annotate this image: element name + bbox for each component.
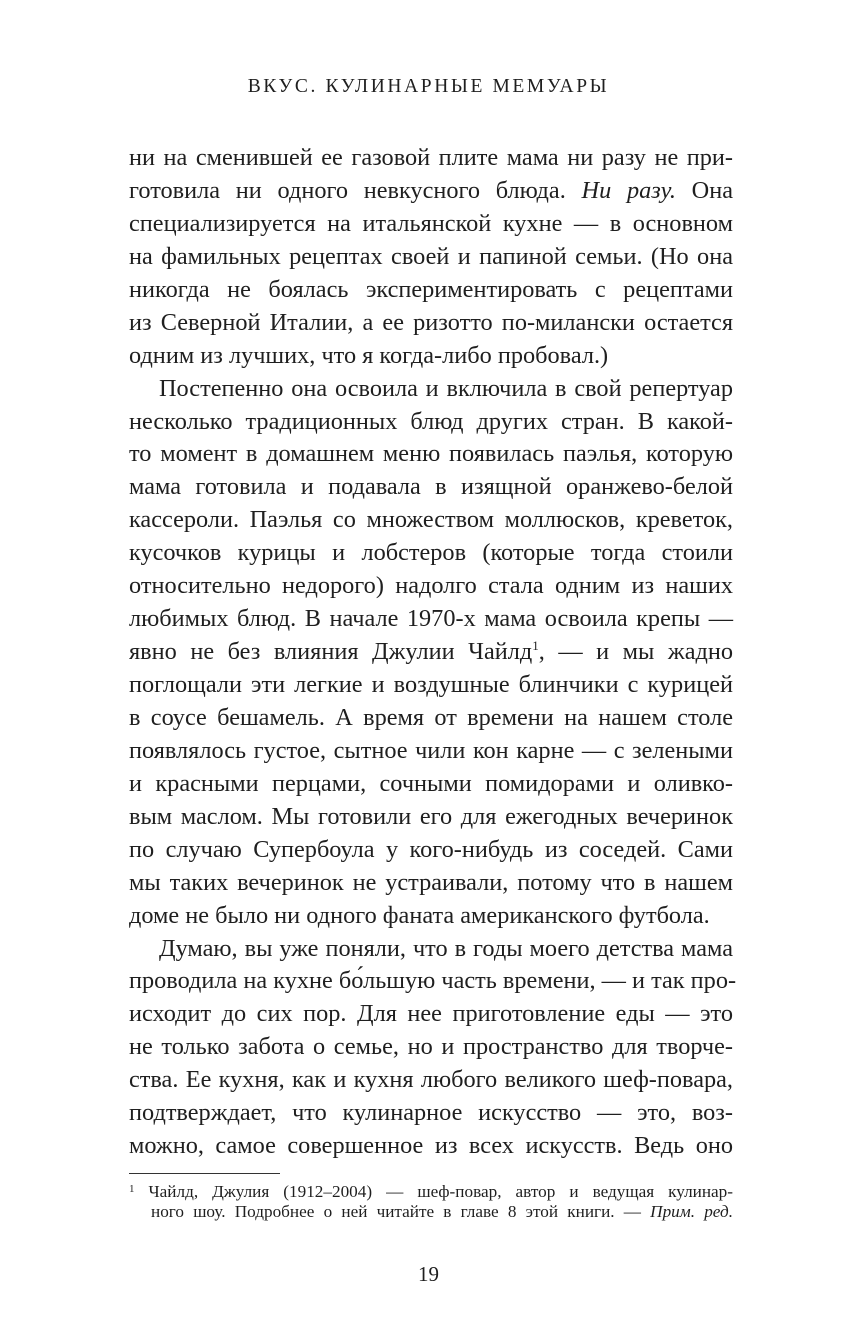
footnote-line — [129, 1201, 733, 1224]
text-run: , — и мы жадно — [538, 638, 733, 666]
text-line: относительно недорого) надолго стала одним из наших — [129, 572, 733, 600]
text-line: то момент в домашнем меню появилась паэлья, которую — [129, 440, 733, 468]
footnote-reference[interactable]: 1 — [532, 638, 539, 654]
footnote-divider — [129, 1173, 280, 1174]
text-line — [129, 636, 733, 669]
text-line: и красными перцами, сочными помидорами и оливко- — [129, 769, 733, 797]
text-line: исходит до сих пор. Для нее приготовление еды — это — [129, 1000, 733, 1028]
text-line: ства. Ее кухня, как и кухня любого великого шеф-повара, — [129, 1066, 733, 1094]
text-line: одним из лучших, что я когда-либо пробовал.) — [129, 341, 609, 369]
text-line: любимых блюд. В начале 1970-х мама освоила крепы — — [129, 605, 733, 633]
text-line: кассероли. Паэлья со множеством моллюсков, креветок, — [129, 506, 733, 534]
text-line: мама готовила и подавала в изящной оранжево-белой — [129, 473, 733, 501]
text-line: подтверждает, что кулинарное искусство — это, воз- — [129, 1099, 733, 1127]
text-run: готовила ни одного невкусного блюда. — [129, 176, 566, 204]
text-line: кусочков курицы и лобстеров (которые тогда стоили — [129, 539, 733, 567]
footnote-number: 1 — [129, 1183, 135, 1195]
text-line: специализируется на итальянской кухне — в основном — [129, 209, 733, 237]
paragraph-first-line: Думаю, вы уже поняли, что в годы моего детства мама — [159, 934, 733, 962]
text-run: явно не без влияния Джулии Чайлд — [129, 638, 533, 666]
footnote-text: Чайлд, Джулия (1912–2004) — шеф-повар, автор и ведущая кулинар- — [148, 1182, 733, 1201]
editor-note: Прим. ред. — [650, 1201, 734, 1221]
text-line: на фамильных рецептах своей и папиной семьи. (Но она — [129, 242, 733, 270]
text-line: никогда не боялась экспериментировать с рецептами — [129, 275, 733, 303]
emphasis: Ни разу. — [581, 176, 676, 204]
footnote — [129, 1178, 733, 1223]
text-line: не только забота о семье, но и пространство для творче- — [129, 1033, 733, 1061]
text-line: проводила на кухне бо́льшую часть времени, — и так про- — [129, 967, 737, 995]
main-text — [129, 142, 737, 1163]
text-line: появлялось густое, сытное чили кон карне — с зелеными — [129, 736, 733, 764]
footnote-line — [129, 1178, 733, 1201]
text-line: мы таких вечеринок не устраивали, потому что в нашем — [129, 868, 733, 896]
text-line: доме не было ни одного фаната американского футбола. — [129, 901, 710, 929]
text-line: поглощали эти легкие и воздушные блинчики с курицей — [129, 671, 733, 698]
text-line: в соусе бешамель. А время от времени на нашем столе — [129, 703, 733, 731]
text-line: можно, самое совершенное из всех искусств. Ведь оно — [129, 1132, 733, 1160]
paragraph-first-line: Постепенно она освоила и включила в свой репертуар — [159, 374, 733, 402]
text-line — [129, 175, 733, 208]
text-line: из Северной Италии, а ее ризотто по-милански остается — [129, 308, 733, 336]
text-line: вым маслом. Мы готовили его для ежегодных вечеринок — [129, 802, 733, 830]
running-header: ВКУС. КУЛИНАРНЫЕ МЕМУАРЫ — [247, 76, 610, 97]
text-line: несколько традиционных блюд других стран. В какой- — [129, 407, 733, 435]
text-line: по случаю Супербоула у кого-нибудь из соседей. Сами — [129, 835, 733, 863]
text-line: ни на сменившей ее газовой плите мама ни разу не при- — [129, 144, 733, 171]
page-number: 19 — [418, 1262, 439, 1286]
text-run: Она — [691, 176, 734, 204]
footnote-text: ного шоу. Подробнее о ней читайте в главе 8 этой книги. — — [151, 1201, 641, 1221]
